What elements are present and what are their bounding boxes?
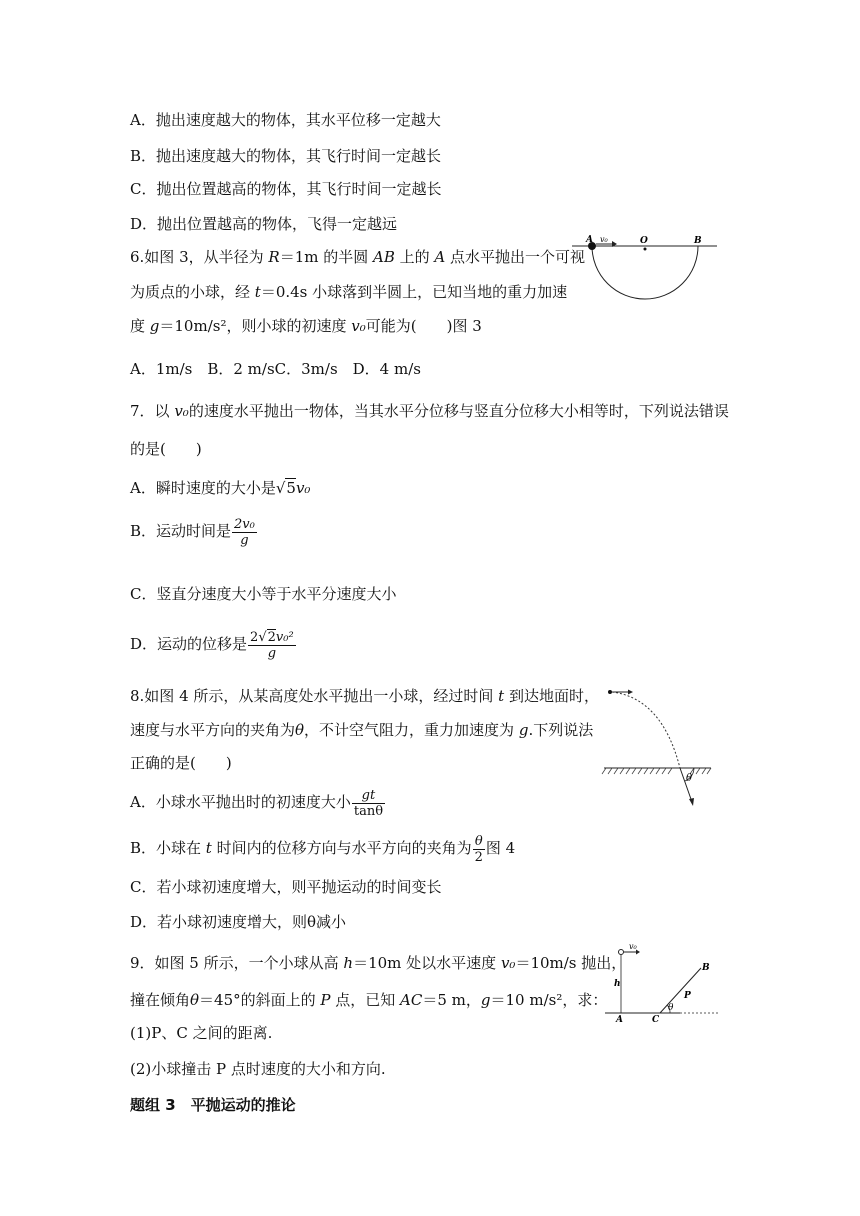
q8-option-c: C．若小球初速度增大，则平抛运动的时间变长: [130, 878, 442, 896]
fig5-label-p: P: [684, 991, 691, 1001]
q7-option-d: D．运动的位移是 $\frac{\text{2√2v₀²}}{g}$: [130, 629, 294, 661]
q8-option-b: B．小球在 t 时间内的位移方向与水平方向的夹角为 $\frac{\theta}{2}$ 图 4: [130, 833, 516, 865]
q5-option-a: A．抛出速度越大的物体，其水平位移一定越大: [130, 111, 441, 129]
fig3-label-v0: v₀: [600, 235, 608, 244]
q6-line-3: 度 g＝10m/s²，则小球的初速度 v₀可能为( )图 3: [130, 317, 482, 335]
q8-line-3: 正确的是( ): [130, 754, 232, 772]
q7-line-1: 7．以 v₀的速度水平抛出一物体，当其水平分位移与竖直分位移大小相等时，下列说法错误: [130, 402, 729, 420]
q8-option-d: D．若小球初速度增大，则θ减小: [130, 913, 347, 931]
q7-line-2: 的是( ): [130, 440, 202, 458]
q6-line-2: 为质点的小球，经 t＝0.4s 小球落到半圆上，已知当地的重力加速: [130, 283, 568, 301]
figure-4-projectile: [600, 684, 715, 809]
q9-part-2: (2)小球撞击 P 点时速度的大小和方向.: [130, 1060, 386, 1078]
fig5-label-c: C: [652, 1015, 660, 1022]
q8-line-2: 速度与水平方向的夹角为θ，不计空气阻力，重力加速度为 g.下列说法: [130, 721, 594, 739]
fig5-label-a: A: [616, 1015, 623, 1022]
fig5-label-theta: θ: [668, 1003, 674, 1013]
q6-options: A．1m/s B．2 m/sC．3m/s D．4 m/s: [130, 360, 421, 378]
fig4-label-theta: θ: [686, 773, 693, 784]
q5-option-b: B．抛出速度越大的物体，其飞行时间一定越长: [130, 147, 442, 165]
figure-5-incline: [600, 944, 725, 1022]
q8-option-a: A．小球水平抛出时的初速度大小 $\frac{gt}{\tan\theta}$: [130, 787, 384, 819]
figure-3-semicircle: [570, 232, 720, 312]
q7-option-b: B．运动时间是 $\frac{\text{2v₀}}{g}$: [130, 516, 255, 548]
q9-line-2: 撞在倾角θ＝45°的斜面上的 P 点，已知 AC＝5 m，g＝10 m/s²，求：: [130, 991, 608, 1009]
fig3-label-a: A: [586, 235, 593, 245]
fig3-label-b: B: [694, 236, 702, 246]
fig3-label-o: O: [640, 236, 648, 246]
q7-option-a: A．瞬时速度的大小是√5v₀: [130, 479, 311, 497]
q9-line-1: 9．如图 5 所示，一个小球从高 h＝10m 处以水平速度 v₀＝10m/s 抛出，: [130, 954, 627, 972]
q5-option-d: D．抛出位置越高的物体，飞得一定越远: [130, 215, 398, 233]
q5-option-c: C．抛出位置越高的物体，其飞行时间一定越长: [130, 180, 442, 198]
fig5-label-b: B: [702, 963, 710, 973]
section-heading: 题组 3 平抛运动的推论: [130, 1096, 296, 1114]
q6-line-1: 6.如图 3，从半径为 R＝1m 的半圆 AB 上的 A 点水平抛出一个可视: [130, 248, 586, 266]
q7-option-c: C．竖直分速度大小等于水平分速度大小: [130, 585, 397, 603]
q9-part-1: (1)P、C 之间的距离.: [130, 1024, 273, 1042]
fig5-label-v0: v₀: [629, 944, 637, 951]
fig5-label-h: h: [614, 979, 621, 989]
q8-line-1: 8.如图 4 所示，从某高度处水平抛出一小球，经过时间 t 到达地面时，: [130, 687, 599, 705]
